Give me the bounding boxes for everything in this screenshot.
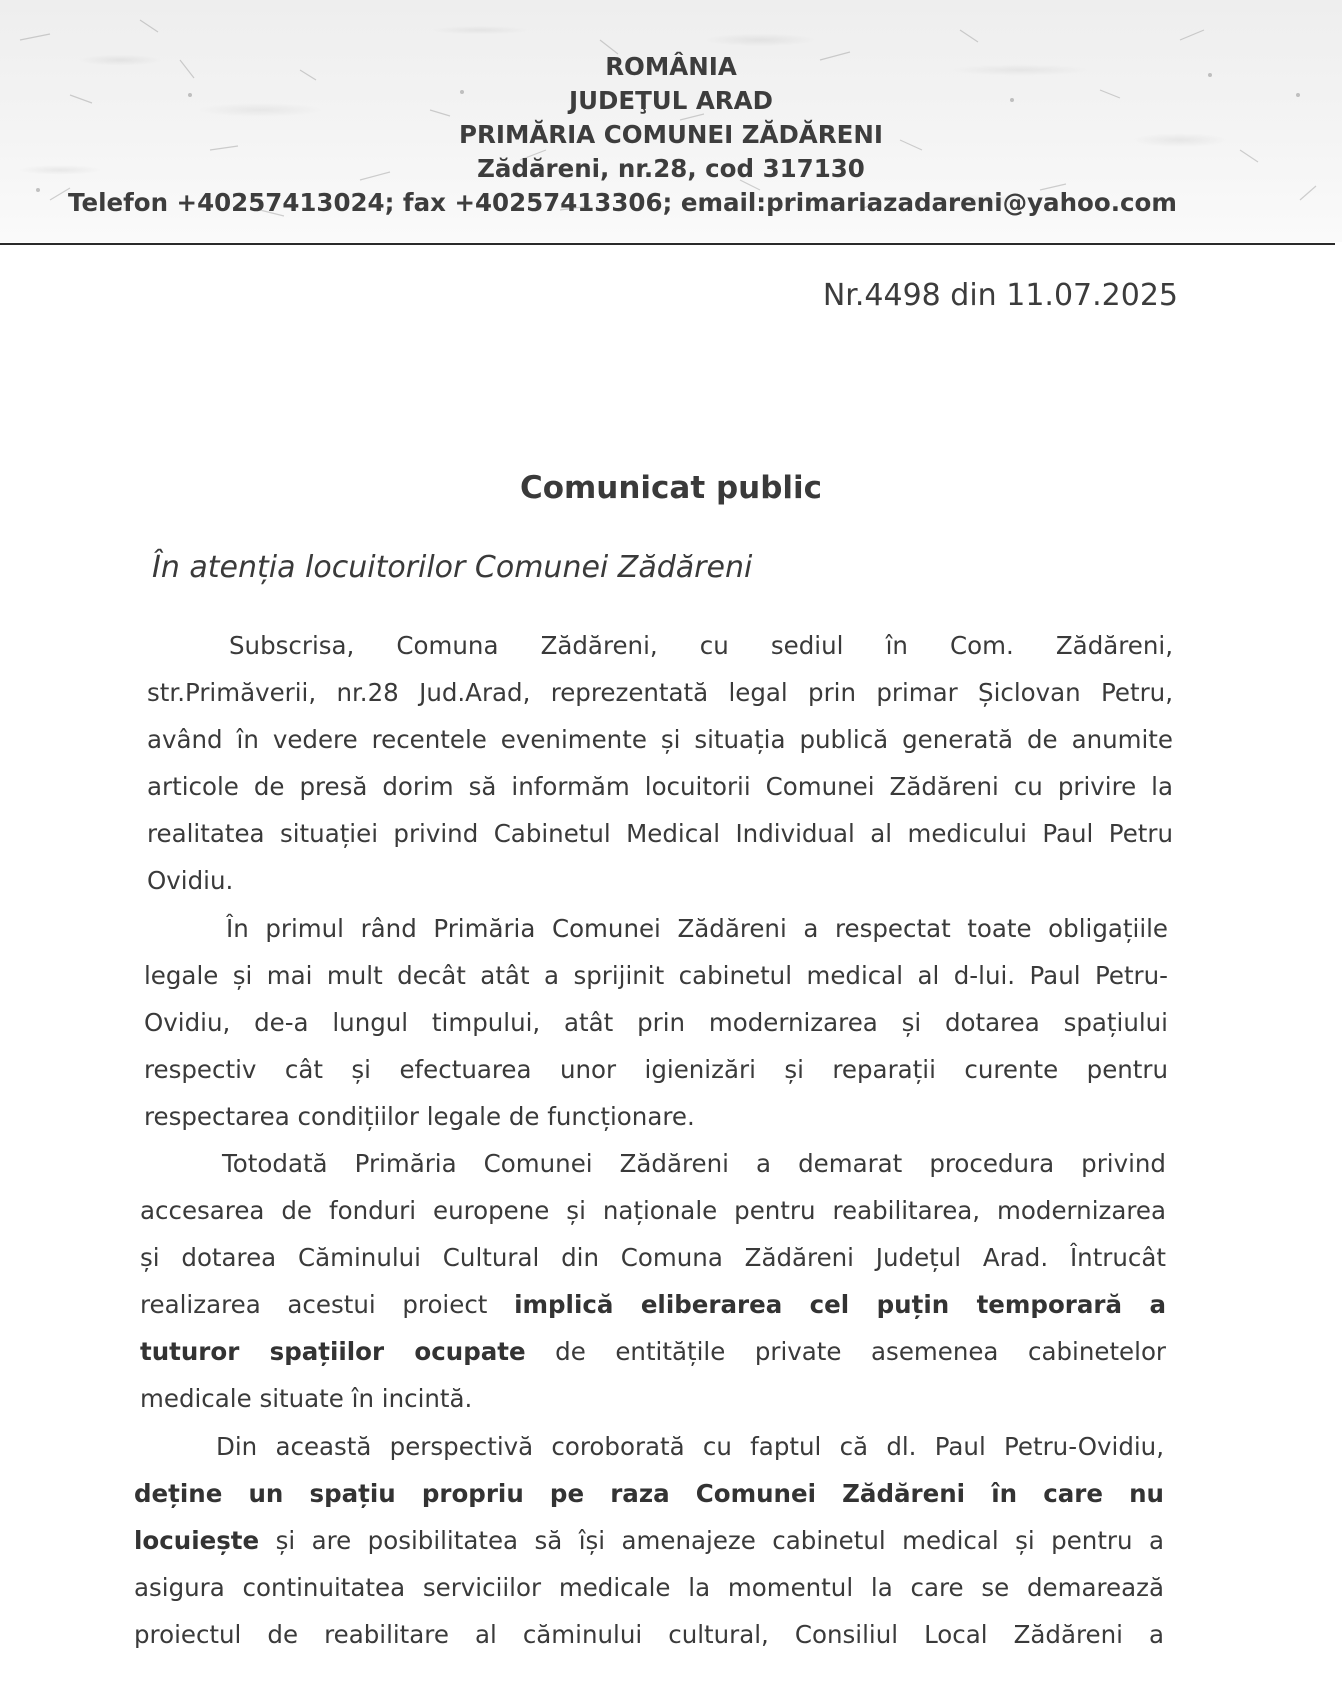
paragraph-line: articole de presă dorim să informăm locuitorii Comunei Zădăreni cu privire la xyxy=(147,772,1173,801)
letterhead-text xyxy=(0,50,1342,220)
paragraph-line: legale și mai mult decât atât a sprijinit cabinetul medical al d-lui. Paul Petru- xyxy=(144,961,1168,990)
paragraph-line: realitatea situației privind Cabinetul Medical Individual al medicului Paul Petru xyxy=(147,819,1173,848)
letterhead-county: JUDEŢUL ARAD xyxy=(569,86,773,115)
paragraph-3 xyxy=(140,1140,1166,1422)
emphasis-text: implică eliberarea cel puțin temporară a xyxy=(514,1290,1166,1319)
paragraph-line: Totodată Primăria Comunei Zădăreni a demarat procedura privind xyxy=(222,1149,1166,1178)
paragraph-line: În primul rând Primăria Comunei Zădăreni a respectat toate obligațiile xyxy=(226,914,1168,943)
paragraph-line xyxy=(134,1517,1164,1564)
paragraph-line: și dotarea Căminului Cultural din Comuna Zădăreni Județul Arad. Întrucât xyxy=(140,1243,1166,1272)
document-number: Nr.4498 din 11.07.2025 xyxy=(822,278,1178,313)
paragraph-1 xyxy=(147,622,1173,904)
paragraph-line: medicale situate în incintă. xyxy=(140,1384,473,1413)
document-title: Comunicat public xyxy=(519,470,823,506)
emphasis-text: tuturor spațiilor ocupate xyxy=(140,1337,526,1366)
paragraph-line: Subscrisa, Comuna Zădăreni, cu sediul în Com. Zădăreni, xyxy=(229,631,1173,660)
paragraph-line: accesarea de fonduri europene și naționale pentru reabilitarea, modernizarea xyxy=(140,1196,1166,1225)
paragraph-line: asigura continuitatea serviciilor medicale la momentul la care se demarează xyxy=(134,1573,1164,1602)
letterhead-address: Zădăreni, nr.28, cod 317130 xyxy=(477,154,865,183)
paragraph-line: având în vedere recentele evenimente și situația publică generată de anumite xyxy=(147,725,1173,754)
paragraph-text: și are posibilitatea să își amenajeze cabinetul medical și pentru a xyxy=(259,1526,1164,1555)
letterhead-divider xyxy=(0,243,1335,245)
document-subtitle: În atenția locuitorilor Comunei Zădăreni xyxy=(152,550,753,585)
paragraph-line: str.Primăverii, nr.28 Jud.Arad, reprezentată legal prin primar Șiclovan Petru, xyxy=(147,678,1173,707)
paragraph-line: Din această perspectivă coroborată cu faptul că dl. Paul Petru-Ovidiu, xyxy=(216,1432,1164,1461)
paragraph-2 xyxy=(144,905,1168,1140)
emphasis-line: deține un spațiu propriu pe raza Comunei Zădăreni în care nu xyxy=(134,1479,1164,1508)
paragraph-line xyxy=(140,1281,1166,1328)
paragraph-line: Ovidiu, de-a lungul timpului, atât prin modernizarea și dotarea spațiului xyxy=(144,1008,1168,1037)
paragraph-line: proiectul de reabilitare al căminului cultural, Consiliul Local Zădăreni a xyxy=(134,1620,1164,1649)
paragraph-line: Ovidiu. xyxy=(147,866,234,895)
emphasis-text: locuiește xyxy=(134,1526,260,1555)
letterhead-country: ROMÂNIA xyxy=(605,52,737,81)
letterhead-contact: Telefon +40257413024; fax +40257413306; email:primariazadareni@yahoo.com xyxy=(68,188,1177,217)
paragraph-line xyxy=(140,1328,1166,1375)
letterhead-institution: PRIMĂRIA COMUNEI ZĂDĂRENI xyxy=(459,120,883,149)
paragraph-line: respectarea condițiilor legale de funcționare. xyxy=(144,1102,695,1131)
paragraph-line: respectiv cât și efectuarea unor igienizări și reparații curente pentru xyxy=(144,1055,1168,1084)
paragraph-4 xyxy=(134,1423,1164,1658)
paragraph-text: realizarea acestui proiect xyxy=(140,1290,515,1319)
letterhead xyxy=(0,0,1342,242)
paragraph-text: de entitățile private asemenea cabinetelor xyxy=(525,1337,1167,1366)
